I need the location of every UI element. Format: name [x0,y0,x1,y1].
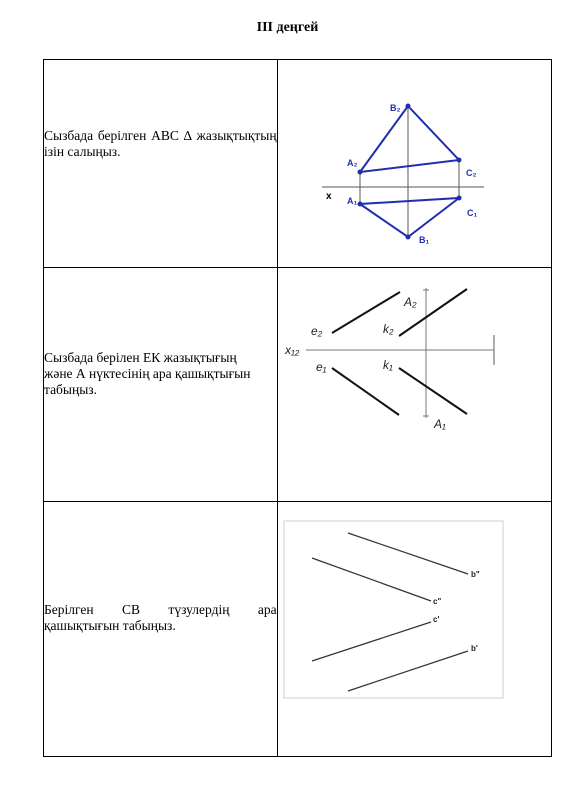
label-b2: B₂ [389,103,401,113]
line-b1 [348,651,468,691]
triangle-frontal-projection [360,106,459,172]
label-a2: A₂ [346,158,358,168]
label-e1: e₁ [315,360,327,374]
line-c1 [312,622,431,661]
point-a2 [357,170,362,175]
line-b2 [348,533,468,574]
task-1-figure-cell [277,60,551,268]
label-b1: B₁ [418,235,429,245]
task-1-text-cell [44,60,278,268]
plane-ek-drawing [278,268,546,501]
label-a2: A₂ [403,295,417,309]
label-c1: C₁ [466,208,477,218]
label-b1: b' [470,644,478,653]
line-e1 [332,368,399,415]
task-3-figure-cell [277,502,551,757]
label-x: x [325,191,332,202]
line-c2 [312,558,431,601]
page-title: III деңгей [256,20,319,35]
label-b2: b" [470,570,480,579]
point-c1 [456,196,461,201]
task-2-text-line-1: Сызбада берілен ЕК жазықтығың [44,349,237,365]
task-2-text [44,350,277,398]
label-c1: c' [432,615,439,624]
triangle-horizontal-projection [360,198,459,237]
label-c2: c" [432,597,441,606]
label-x12: x₁₂ [284,343,299,357]
label-k1: k₁ [382,358,393,372]
label-a1: A₁ [433,417,446,431]
task-2-text-line-2: және А нүктесінің ара қашықтығын табыңыз. [44,365,251,397]
lines-cb-drawing [278,502,546,756]
task-row-2 [44,268,552,502]
label-e2: e₂ [310,324,322,338]
task-row-1 [44,60,552,268]
figure-frame [284,521,503,698]
task-3-text: Берілген СВ түзулердің ара қашықтығын табыңыз. [44,602,277,633]
task-2-text-cell [44,268,278,502]
point-b2 [405,104,410,109]
point-b1 [405,235,410,240]
task-3-text-cell [44,502,278,757]
point-c2 [456,158,461,163]
point-a1 [357,202,362,207]
line-k1 [399,368,467,414]
label-c2: C₂ [465,168,477,178]
tasks-table [43,59,552,757]
task-row-3 [44,502,552,757]
label-a1: A₁ [346,196,357,206]
task-2-figure-cell [277,268,551,502]
label-k2: k₂ [382,322,394,336]
task-1-text: Сызбада берілген АВС ∆ жазықтықтың ізін салыңыз. [44,127,277,159]
triangle-abc-drawing [278,60,546,267]
